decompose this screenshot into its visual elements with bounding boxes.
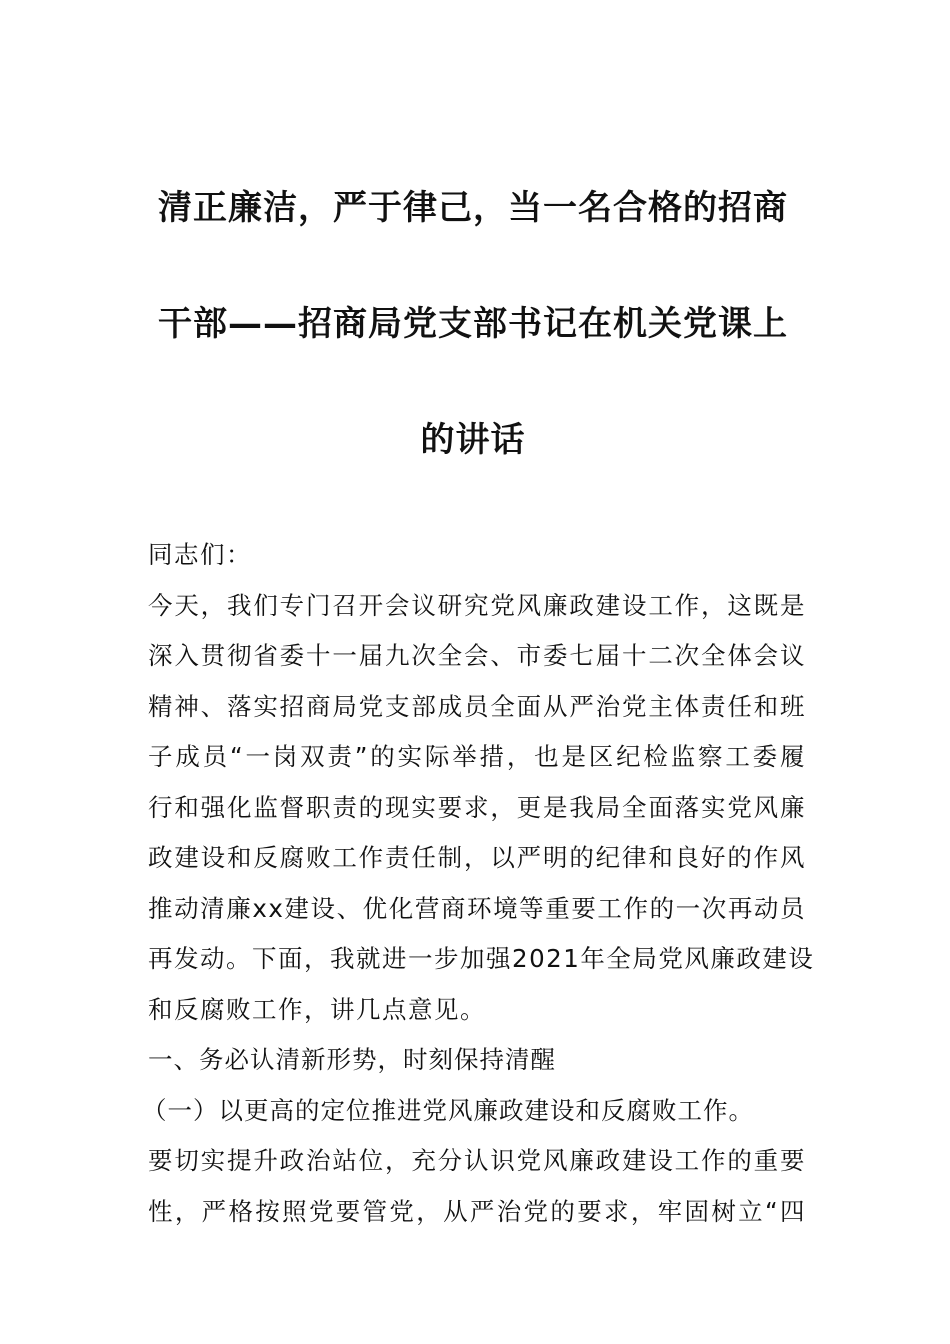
paragraph-line: 今天，我们专门召开会议研究党风廉政建设工作，这既是 bbox=[148, 590, 806, 620]
title-line: 的讲话 bbox=[420, 420, 526, 460]
paragraph-line: 和反腐败工作，讲几点意见。 bbox=[148, 994, 486, 1024]
paragraph-line: 要切实提升政治站位，充分认识党风廉政建设工作的重要 bbox=[148, 1146, 806, 1175]
paragraph-line: 性，严格按照党要管党，从严治党的要求，牢固树立“四 bbox=[148, 1196, 806, 1226]
paragraph-line: 深入贯彻省委十一届九次全会、市委七届十二次全体会议 bbox=[148, 641, 806, 670]
title-line: 清正廉洁，严于律己，当一名合格的招商 bbox=[158, 188, 788, 228]
paragraph-line: 推动清廉xx建设、优化营商环境等重要工作的一次再动员 bbox=[148, 893, 806, 923]
paragraph-line: 再发动。下面，我就进一步加强2021年全局党风廉政建设 bbox=[148, 944, 815, 973]
document-body bbox=[142, 530, 815, 1237]
paragraph-line: 政建设和反腐败工作责任制，以严明的纪律和良好的作风 bbox=[148, 843, 806, 872]
document-title bbox=[148, 150, 798, 498]
section-heading: 一、务必认清新形势，时刻保持清醒 bbox=[148, 1045, 556, 1074]
paragraph-line: 子成员“一岗双责”的实际举措，也是区纪检监察工委履 bbox=[148, 742, 806, 771]
subsection-heading: （一）以更高的定位推进党风廉政建设和反腐败工作。 bbox=[142, 1095, 754, 1125]
paragraph-line: 行和强化监督职责的现实要求，更是我局全面落实党风廉 bbox=[148, 792, 806, 822]
paragraph-line: 精神、落实招商局党支部成员全面从严治党主体责任和班 bbox=[148, 691, 806, 721]
title-line: 干部——招商局党支部书记在机关党课上 bbox=[158, 304, 788, 344]
paragraph-intro bbox=[148, 581, 815, 1036]
salutation: 同志们： bbox=[148, 540, 252, 569]
paragraph-section1 bbox=[148, 1136, 806, 1237]
